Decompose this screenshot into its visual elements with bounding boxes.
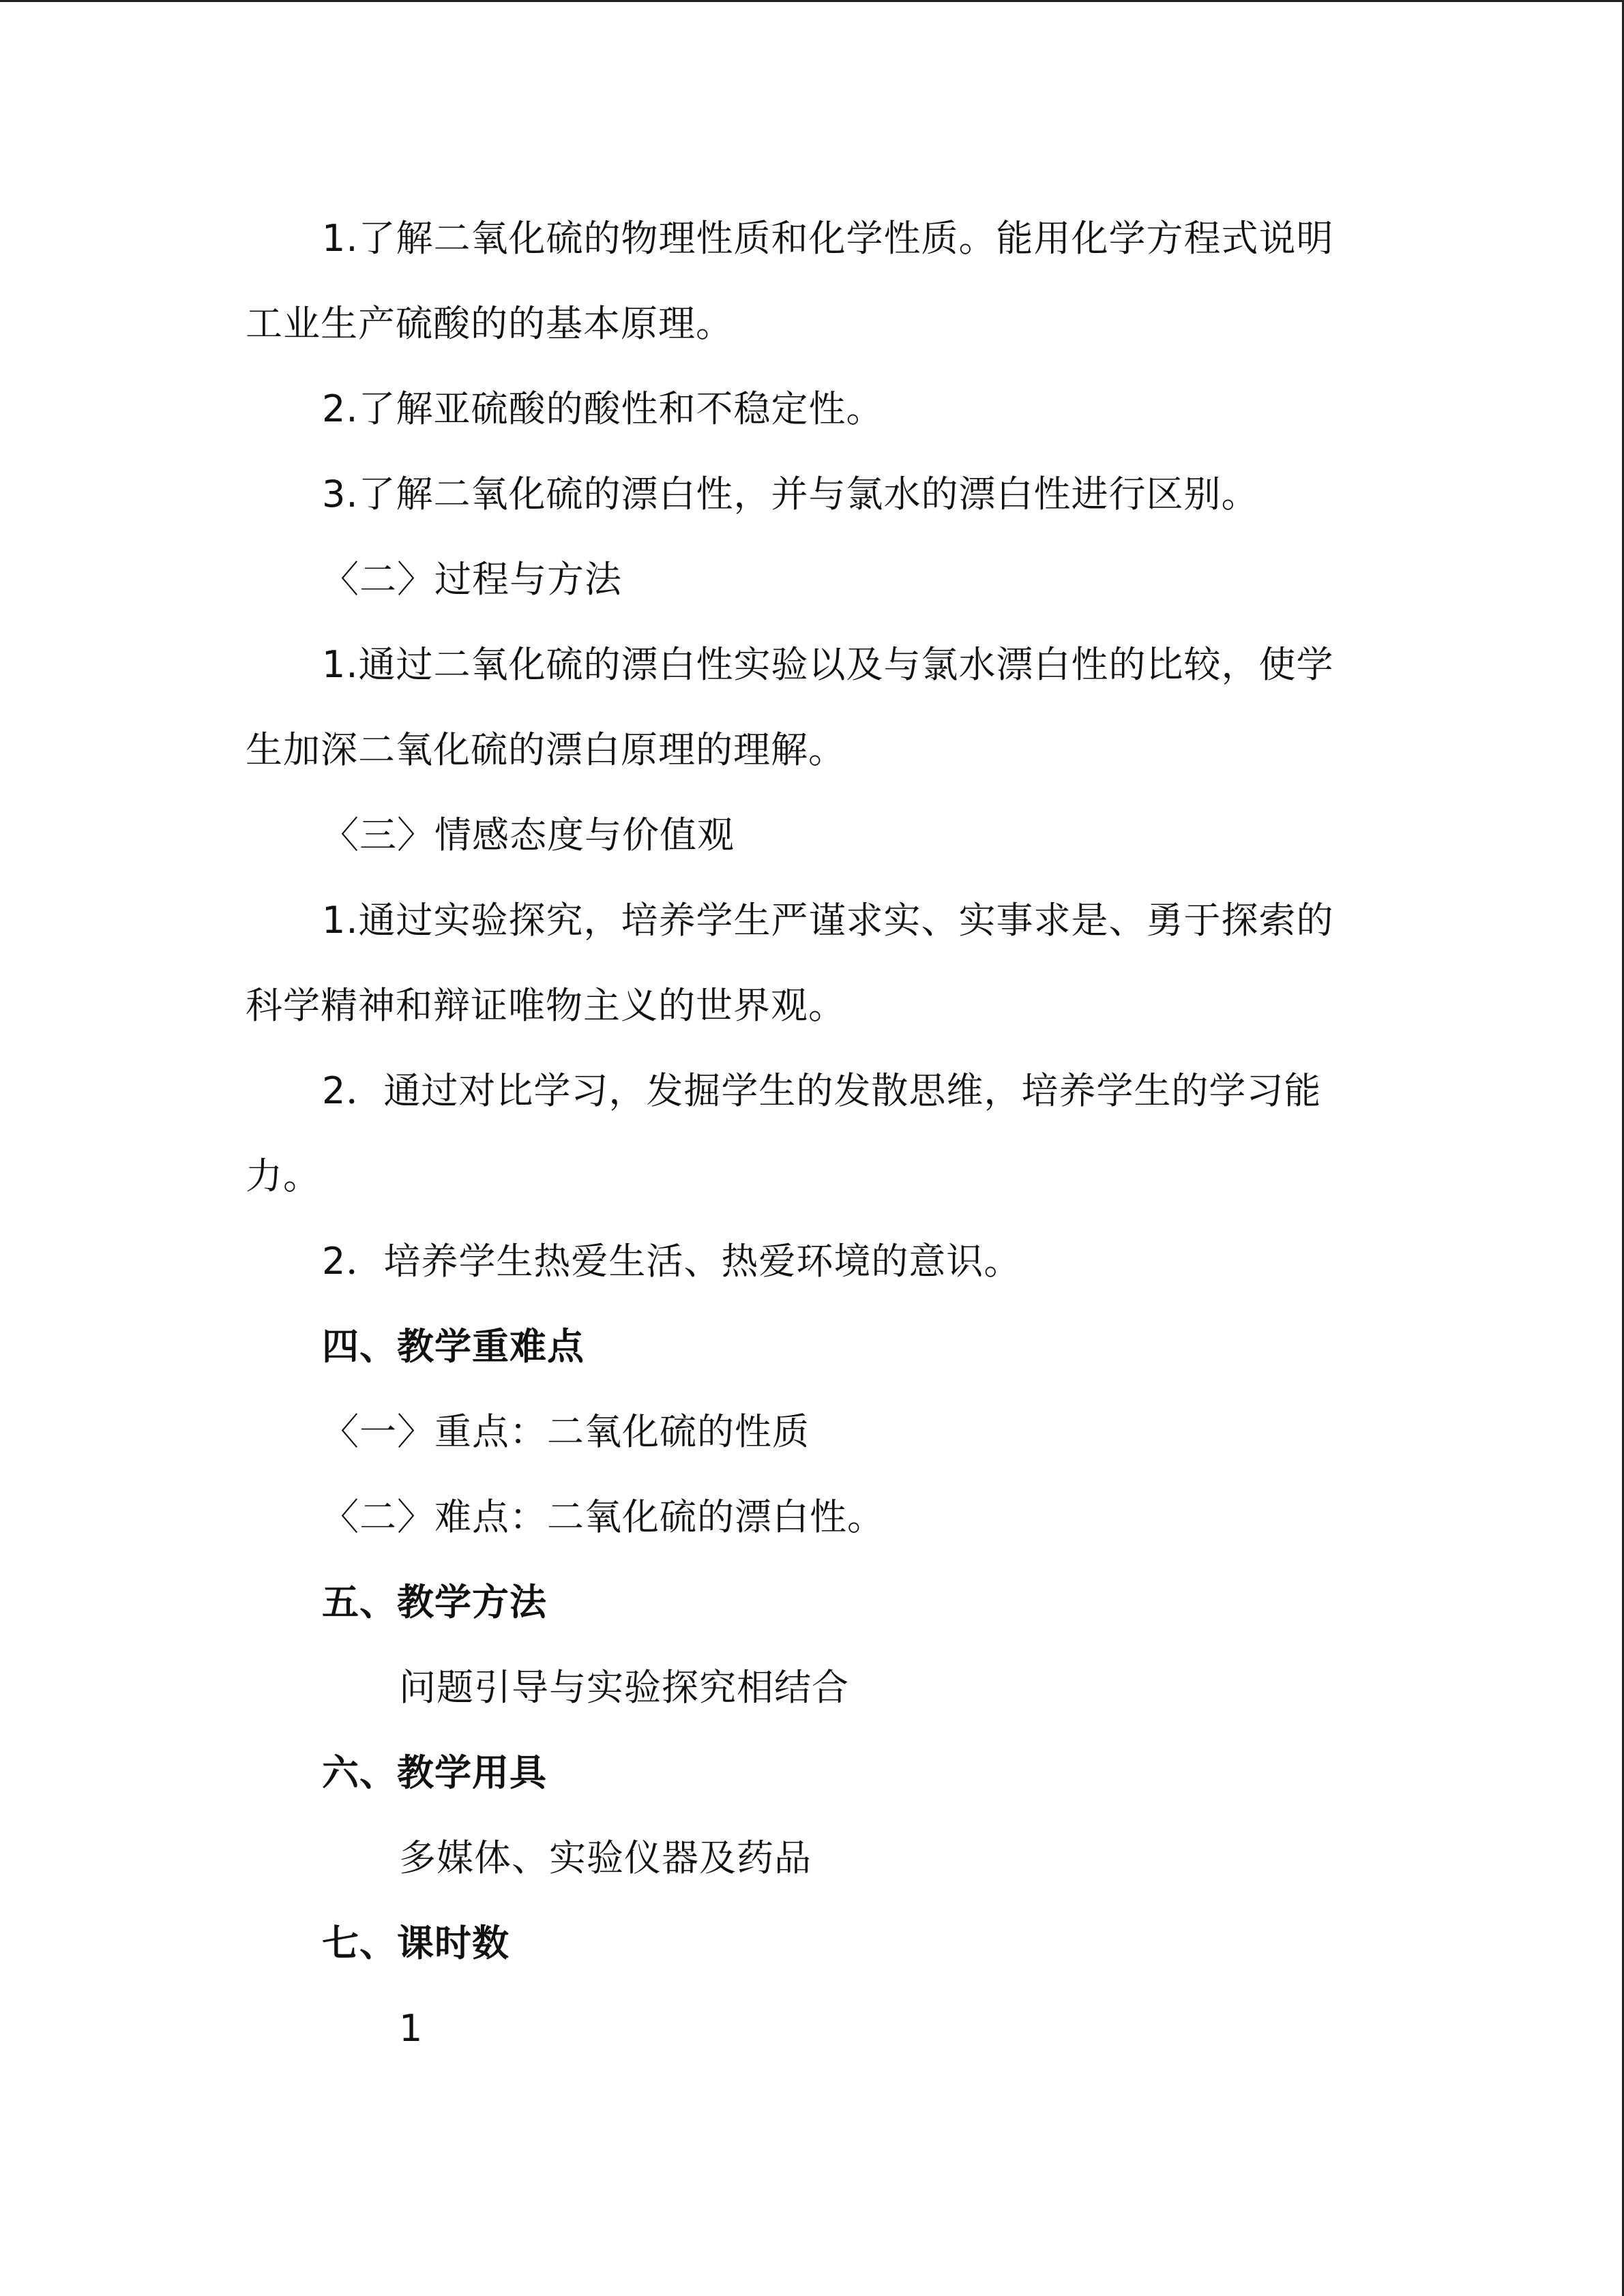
objective-3: 3.了解二氧化硫的漂白性，并与氯水的漂白性进行区别。 [322, 473, 1259, 516]
subsection-process-method: 〈二〉过程与方法 [322, 558, 622, 601]
process-1-line-2: 生加深二氧化硫的漂白原理的理解。 [246, 728, 846, 771]
class-hours-value: 1 [399, 2007, 424, 2050]
attitude-1-line-1: 1.通过实验探究，培养学生严谨求实、实事求是、勇于探索的 [322, 899, 1334, 942]
subsection-attitude-values: 〈三〉情感态度与价值观 [322, 814, 735, 856]
attitude-1-line-2: 科学精神和辩证唯物主义的世界观。 [246, 984, 846, 1027]
heading-key-difficult-points: 四、教学重难点 [322, 1325, 585, 1368]
attitude-2-line-2: 力。 [246, 1154, 321, 1197]
heading-teaching-method: 五、教学方法 [322, 1581, 547, 1624]
attitude-2-line-1: 2．通过对比学习，发掘学生的发散思维，培养学生的学习能 [322, 1069, 1322, 1112]
attitude-3: 2．培养学生热爱生活、热爱环境的意识。 [322, 1240, 1022, 1283]
teaching-tools-text: 多媒体、实验仪器及药品 [399, 1836, 812, 1879]
objective-1-line-2: 工业生产硫酸的的基本原理。 [246, 302, 733, 345]
teaching-method-text: 问题引导与实验探究相结合 [399, 1666, 849, 1709]
heading-teaching-tools: 六、教学用具 [322, 1751, 547, 1794]
key-point: 〈一〉重点：二氧化硫的性质 [322, 1410, 810, 1453]
difficult-point: 〈二〉难点：二氧化硫的漂白性。 [322, 1495, 885, 1538]
objective-2: 2.了解亚硫酸的酸性和不稳定性。 [322, 387, 884, 430]
heading-class-hours: 七、课时数 [322, 1922, 510, 1965]
objective-1-line-1: 1.了解二氧化硫的物理性质和化学性质。能用化学方程式说明 [322, 217, 1334, 260]
process-1-line-1: 1.通过二氧化硫的漂白性实验以及与氯水漂白性的比较，使学 [322, 643, 1334, 686]
page-border-top [0, 0, 1624, 2]
